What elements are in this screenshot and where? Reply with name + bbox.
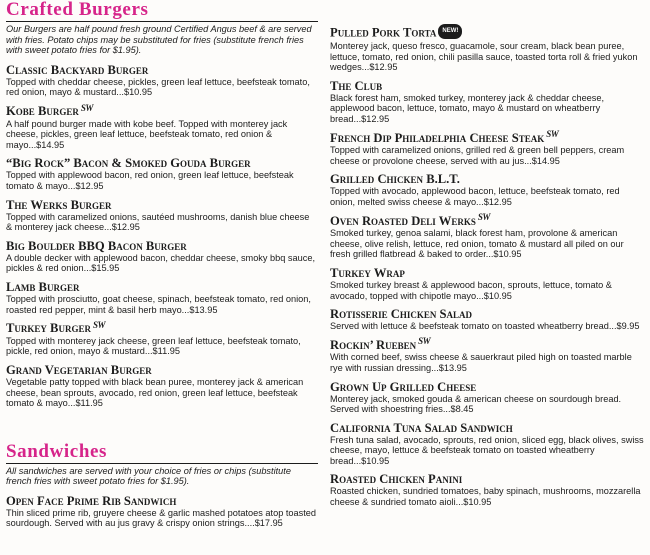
menu-item-name <box>330 129 646 146</box>
menu-item-name-text: Lamb Burger <box>6 279 80 294</box>
menu-item-name-text: Pulled Pork Torta <box>330 25 437 40</box>
section-note-sandwiches: All sandwiches are served with your choice of fries or chips (substitute french fries with sweet potato fries for $1.95). <box>6 465 291 487</box>
right-column <box>330 26 646 515</box>
menu-item-description: Topped with caramelized onions, sautéed mushrooms, danish blue cheese & monterey jack cheese...$12.95 <box>6 211 310 233</box>
menu-item <box>330 422 646 467</box>
menu-item-name <box>330 80 646 93</box>
menu-item <box>330 336 646 374</box>
menu-item-description: Monterey jack, smoked gouda & american cheese on sourdough bread. Served with shoestring fries...$8.45 <box>330 393 622 415</box>
menu-item-description: With corned beef, swiss cheese & sauerkraut piled high on toasted marble rye with russian dressing...$13.95 <box>330 352 632 373</box>
menu-item-name <box>330 173 646 186</box>
menu-item-name-text: Grilled Chicken B.L.T. <box>330 172 460 187</box>
sw-badge: SW <box>80 102 93 113</box>
menu-item-name <box>6 157 318 170</box>
section-divider <box>6 21 318 22</box>
menu-item-name <box>330 212 646 229</box>
sandwich-list-right <box>330 26 646 508</box>
section-note-burgers: Our Burgers are half pound fresh ground Certified Angus beef & are served with fries. Potato chips may be substituted for fries (substitute french fries with sweet potato fries for $1.95). <box>6 24 312 56</box>
menu-item-name-text: Rockin’ Rueben <box>330 337 417 352</box>
menu-item-description: Smoked turkey breast & applewood bacon, sprouts, lettuce, tomato & avocado, topped with chipotle mayo...$10.95 <box>330 279 612 301</box>
menu-item-description: Vegetable patty topped with black bean puree, monterey jack & american cheese, bean sprouts, avocado, red onion, green leaf lettuce, beefsteak tomato & mayo...$11.95 <box>6 376 304 409</box>
menu-item <box>6 102 318 150</box>
menu-item-description: Topped with applewood bacon, red onion, green leaf lettuce, beefsteak tomato & mayo...$12.95 <box>6 170 294 191</box>
menu-item-description: Black forest ham, smoked turkey, monterey jack & cheddar cheese, applewood bacon, lettuce, tomato, mayo & mustard on wheatberry bread...$12.95 <box>330 92 605 124</box>
menu-item-name <box>6 102 318 119</box>
sw-badge: SW <box>92 319 105 330</box>
menu-item-description: Monterey jack, queso fresco, guacamole, sour cream, black bean puree, lettuce, tomato, red onion, chili pasilla sauce, toasted torta roll & fried yukon wedges...$12.95 <box>330 41 638 73</box>
menu-item-name-text: California Tuna Salad Sandwich <box>330 420 513 435</box>
menu-item-name <box>330 267 646 280</box>
menu-item-description: Fresh tuna salad, avocado, sprouts, red onion, sliced egg, black olives, swiss cheese, mayo, lettuce & beefsteak tomato on toasted wheatberry bread...$10.95 <box>330 434 644 466</box>
menu-item-name <box>330 381 646 394</box>
menu-item-description: A half pound burger made with kobe beef. Topped with monterey jack cheese, pickles, green leaf lettuce, beefsteak tomato, red onion & mayo...$14.95 <box>6 118 288 150</box>
left-column <box>6 0 318 536</box>
menu-item-name-text: Rotisserie Chicken Salad <box>330 307 473 322</box>
menu-item-name-text: Open Face Prime Rib Sandwich <box>6 493 177 508</box>
menu-item <box>6 64 318 98</box>
menu-item-description: Thin sliced prime rib, gruyere cheese & garlic mashed potatoes atop toasted sourdough. Served with au jus gravy & crispy onion strings....$17.95 <box>6 507 316 529</box>
menu-item-name <box>330 336 646 353</box>
sw-badge: SW <box>418 336 431 347</box>
menu-item-description: Served with lettuce & beefsteak tomato on toasted wheatberry bread...$9.95 <box>330 321 640 332</box>
menu-item-name-text: The Werks Burger <box>6 197 112 212</box>
menu-item-name <box>330 308 646 321</box>
menu-item-name <box>6 364 318 377</box>
menu-item-description: Topped with monterey jack cheese, green leaf lettuce, beefsteak tomato, pickle, red onion, mayo & mustard...$11.95 <box>6 335 301 357</box>
sw-badge: SW <box>477 212 490 223</box>
menu-item <box>330 381 646 415</box>
menu-item <box>6 319 318 357</box>
menu-item-name-text: “Big Rock” Bacon & Smoked Gouda Burger <box>6 156 251 171</box>
menu-item <box>330 173 646 207</box>
menu-item <box>6 199 318 233</box>
menu-item-name <box>6 495 318 508</box>
section-spacer <box>6 416 318 442</box>
sw-badge: SW <box>546 129 559 140</box>
menu-item-name <box>330 422 646 435</box>
sandwich-list-left <box>6 495 318 529</box>
menu-item-description: Topped with prosciutto, goat cheese, spinach, beefsteak tomato, red onion, roasted red pepper, mint & basil herb mayo...$13.95 <box>6 293 311 315</box>
menu-item <box>6 157 318 191</box>
menu-item <box>330 212 646 260</box>
menu-item <box>330 129 646 167</box>
menu-item-description: Roasted chicken, sundried tomatoes, baby spinach, mushrooms, mozzarella cheese & sundried tomato aioli...$10.95 <box>330 486 641 508</box>
menu-item <box>6 240 318 274</box>
menu-item-name-text: Turkey Wrap <box>330 265 405 280</box>
section-divider <box>6 463 318 464</box>
menu-item-name <box>6 281 318 294</box>
menu-item-name <box>6 319 318 336</box>
menu-item-name-text: French Dip Philadelphia Cheese Steak <box>330 130 545 145</box>
burger-list <box>6 64 318 409</box>
menu-item <box>330 308 646 332</box>
menu-item <box>6 364 318 409</box>
menu-item-description: Topped with caramelized onions, grilled red & green bell peppers, cream cheese or provolone cheese, served with au jus...$14.95 <box>330 145 625 166</box>
menu-item-name-text: Kobe Burger <box>6 103 79 118</box>
menu-item-name-text: Oven Roasted Deli Werks <box>330 213 476 228</box>
menu-item-name-text: Roasted Chicken Panini <box>330 472 463 487</box>
menu-item-name-text: Grown Up Grilled Cheese <box>330 379 477 394</box>
new-badge: NEW! <box>438 24 462 39</box>
menu-item-description: Smoked turkey, genoa salami, black forest ham, provolone & american cheese, olive relish, lettuce, red onion, tomato & mustard all piled on our fresh grilled flatbread & baked to order...$10.95 <box>330 228 624 260</box>
menu-item-description: Topped with cheddar cheese, pickles, green leaf lettuce, beefsteak tomato, red onion, mayo & mustard...$10.95 <box>6 76 310 98</box>
menu-item <box>330 26 646 73</box>
menu-item-name-text: The Club <box>330 78 383 93</box>
menu-item-description: Topped with avocado, applewood bacon, lettuce, beefsteak tomato, red onion, melted swiss cheese & mayo...$12.95 <box>330 186 620 207</box>
menu-item <box>6 281 318 315</box>
menu-item-name-text: Big Boulder BBQ Bacon Burger <box>6 238 187 253</box>
menu-item <box>6 495 318 529</box>
menu-item-description: A double decker with applewood bacon, cheddar cheese, smoky bbq sauce, pickles & red onion...$15.95 <box>6 252 316 274</box>
menu-item-name <box>6 64 318 77</box>
menu-item-name <box>6 199 318 212</box>
menu-item-name-text: Classic Backyard Burger <box>6 62 149 77</box>
menu-item <box>330 80 646 125</box>
menu-item-name-text: Turkey Burger <box>6 321 91 336</box>
menu-item <box>330 267 646 301</box>
menu-item-name <box>330 26 646 41</box>
menu-item-name <box>330 473 646 486</box>
menu-item-name-text: Grand Vegetarian Burger <box>6 362 152 377</box>
menu-item-name <box>6 240 318 253</box>
section-title-sandwiches: Sandwiches <box>6 440 108 462</box>
menu-item <box>330 473 646 507</box>
section-title-crafted-burgers: Crafted Burgers <box>6 0 149 20</box>
